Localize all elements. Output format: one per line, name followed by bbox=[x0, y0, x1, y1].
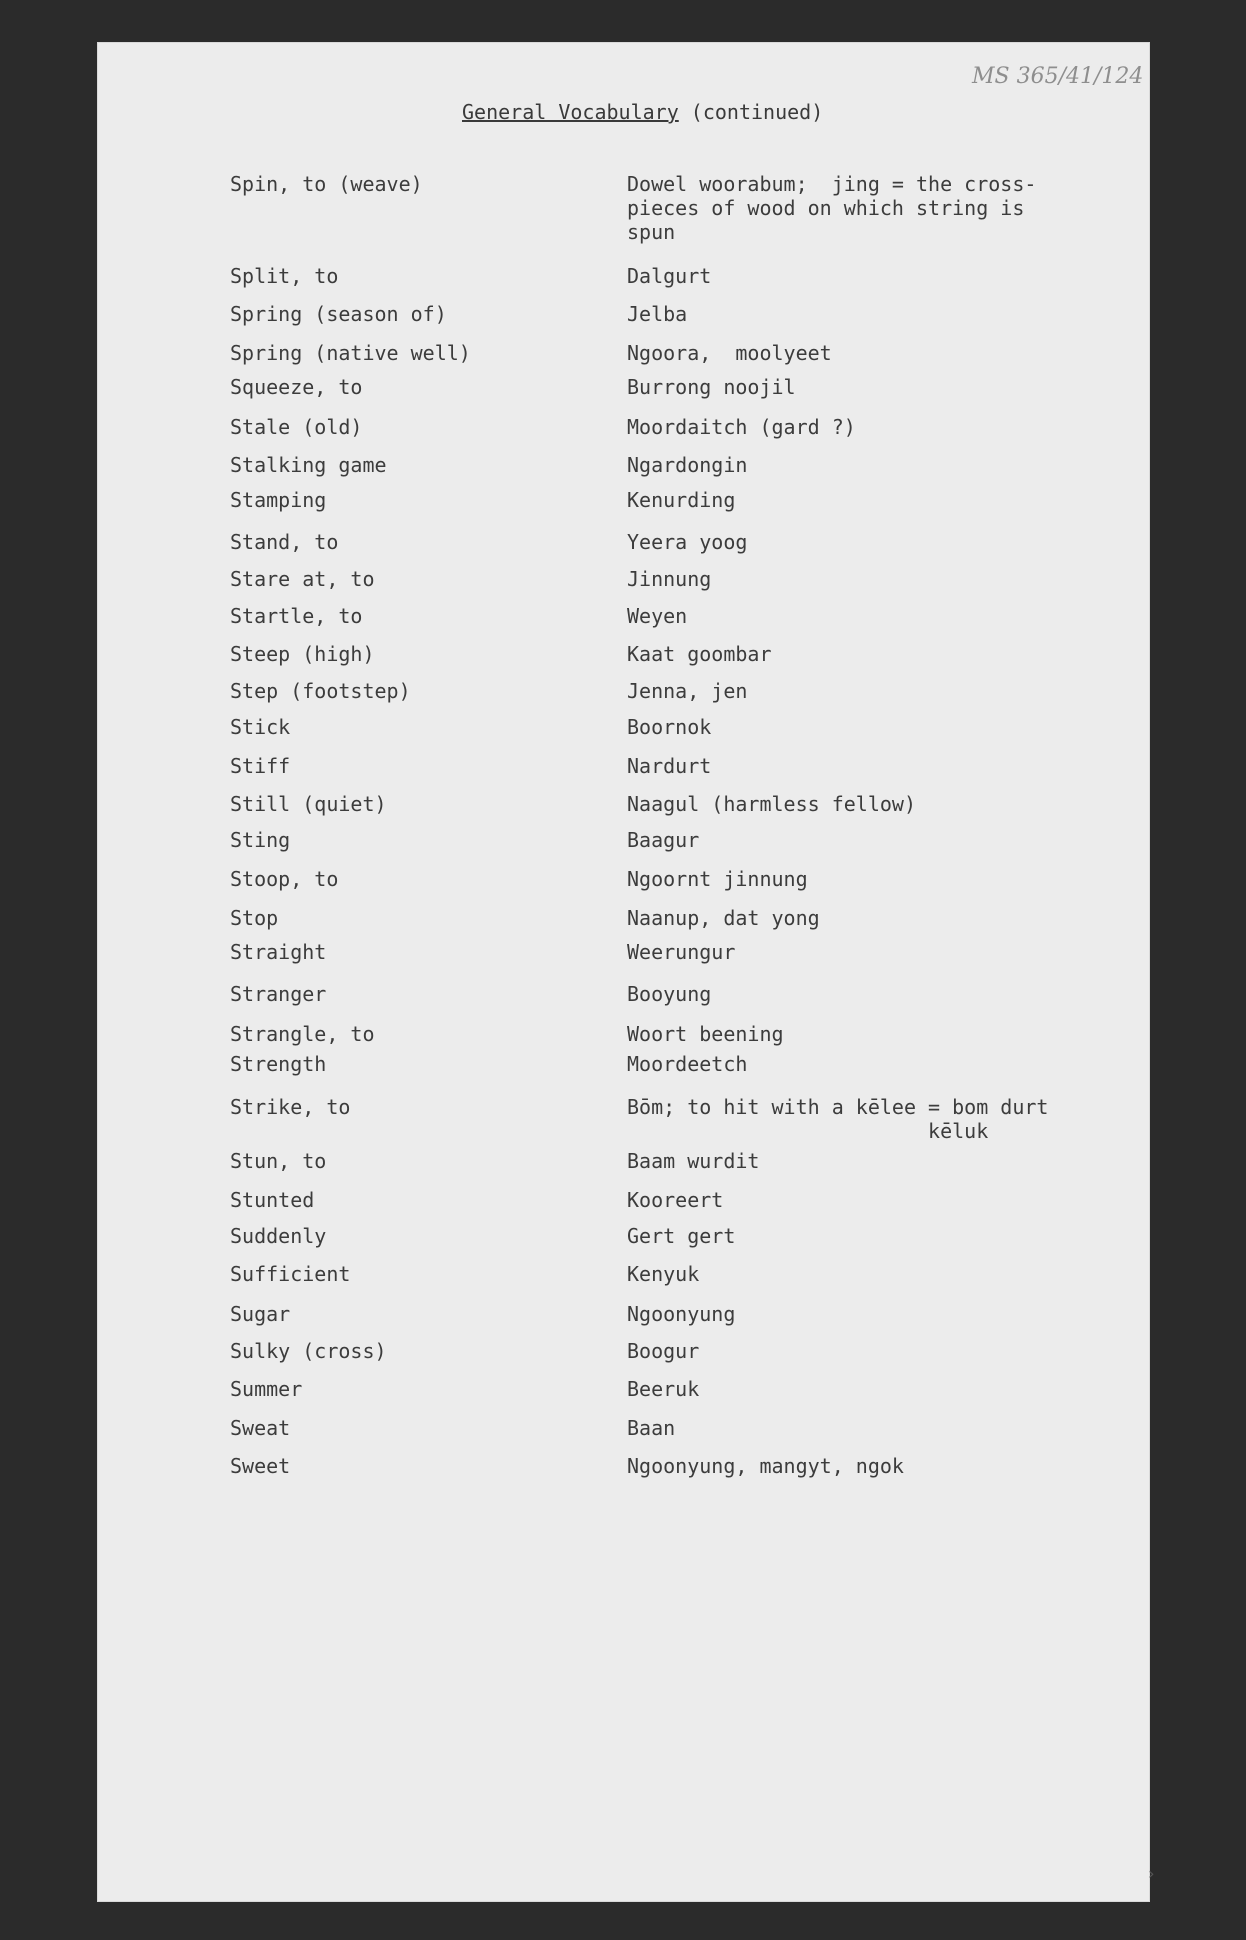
entry-term: Split, to bbox=[230, 264, 339, 288]
entry-definition: Kenyuk bbox=[627, 1262, 700, 1286]
entry-definition: Ngardongin bbox=[627, 453, 748, 477]
entry-term: Stale (old) bbox=[230, 415, 363, 439]
entry-definition: Jenna, jen bbox=[627, 679, 748, 703]
entry-term: Still (quiet) bbox=[230, 792, 387, 816]
entry-term: Stunted bbox=[230, 1188, 315, 1212]
entry-definition: Yeera yoog bbox=[627, 530, 748, 554]
entry-term: Stiff bbox=[230, 754, 291, 778]
edge-mark: › bbox=[1146, 1864, 1156, 1883]
entry-definition: Dowel woorabum; jing = the cross- pieces of wood on which string is spun bbox=[627, 172, 1037, 244]
entry-definition: Ngoonyung, mangyt, ngok bbox=[627, 1454, 904, 1478]
entry-definition: Booyung bbox=[627, 982, 712, 1006]
entry-definition: Kaat goombar bbox=[627, 642, 772, 666]
entry-definition: Ngoora, moolyeet bbox=[627, 341, 832, 365]
entry-definition: Boornok bbox=[627, 715, 712, 739]
entry-definition: Bōm; to hit with a kēlee = bom durt kēluk bbox=[627, 1095, 1049, 1143]
entry-term: Strength bbox=[230, 1052, 327, 1076]
entry-term: Stare at, to bbox=[230, 567, 375, 591]
entry-definition: Gert gert bbox=[627, 1224, 736, 1248]
entry-definition: Ngoonyung bbox=[627, 1302, 736, 1326]
entry-definition: Moordaitch (gard ?) bbox=[627, 415, 856, 439]
entry-term: Spin, to (weave) bbox=[230, 172, 423, 196]
entry-term: Sweat bbox=[230, 1416, 291, 1440]
entry-term: Steep (high) bbox=[230, 642, 375, 666]
entry-definition: Baagur bbox=[627, 828, 700, 852]
entry-term: Squeeze, to bbox=[230, 375, 363, 399]
heading-suffix: (continued) bbox=[678, 100, 824, 124]
entry-term: Stamping bbox=[230, 488, 327, 512]
entry-term: Stranger bbox=[230, 982, 327, 1006]
entry-term: Stand, to bbox=[230, 530, 339, 554]
entry-term: Sulky (cross) bbox=[230, 1339, 387, 1363]
entry-term: Summer bbox=[230, 1377, 303, 1401]
entry-term: Spring (season of) bbox=[230, 302, 447, 326]
entry-term: Strike, to bbox=[230, 1095, 351, 1119]
entry-definition: Woort beening bbox=[627, 1022, 784, 1046]
page-heading bbox=[462, 100, 823, 124]
entry-term: Stun, to bbox=[230, 1149, 327, 1173]
entry-term: Sting bbox=[230, 828, 291, 852]
entry-term: Sweet bbox=[230, 1454, 291, 1478]
entry-definition: Kenurding bbox=[627, 488, 736, 512]
document-page bbox=[97, 42, 1156, 1902]
entry-term: Straight bbox=[230, 940, 327, 964]
entry-definition: Weerungur bbox=[627, 940, 736, 964]
heading-title: General Vocabulary bbox=[462, 100, 679, 124]
entry-term: Spring (native well) bbox=[230, 341, 471, 365]
entry-definition: Jelba bbox=[627, 302, 688, 326]
entry-definition: Naagul (harmless fellow) bbox=[627, 792, 916, 816]
entry-definition: Baam wurdit bbox=[627, 1149, 760, 1173]
entry-term: Step (footstep) bbox=[230, 679, 411, 703]
entry-term: Stalking game bbox=[230, 453, 387, 477]
entry-definition: Baan bbox=[627, 1416, 676, 1440]
entry-definition: Weyen bbox=[627, 604, 688, 628]
entry-definition: Kooreert bbox=[627, 1188, 724, 1212]
entry-definition: Moordeetch bbox=[627, 1052, 748, 1076]
entry-term: Sugar bbox=[230, 1302, 291, 1326]
entry-term: Suddenly bbox=[230, 1224, 327, 1248]
entry-definition: Naanup, dat yong bbox=[627, 906, 820, 930]
entry-term: Strangle, to bbox=[230, 1022, 375, 1046]
entry-term: Stop bbox=[230, 906, 279, 930]
entry-definition: Beeruk bbox=[627, 1377, 700, 1401]
entry-term: Stick bbox=[230, 715, 291, 739]
entry-definition: Jinnung bbox=[627, 567, 712, 591]
entry-definition: Burrong noojil bbox=[627, 375, 796, 399]
entry-definition: Nardurt bbox=[627, 754, 712, 778]
entry-definition: Ngoornt jinnung bbox=[627, 867, 808, 891]
entry-term: Startle, to bbox=[230, 604, 363, 628]
entry-term: Stoop, to bbox=[230, 867, 339, 891]
entry-definition: Dalgurt bbox=[627, 264, 712, 288]
entry-term: Sufficient bbox=[230, 1262, 351, 1286]
entry-definition: Boogur bbox=[627, 1339, 700, 1363]
manuscript-reference: MS 365/41/124 bbox=[972, 64, 1144, 89]
